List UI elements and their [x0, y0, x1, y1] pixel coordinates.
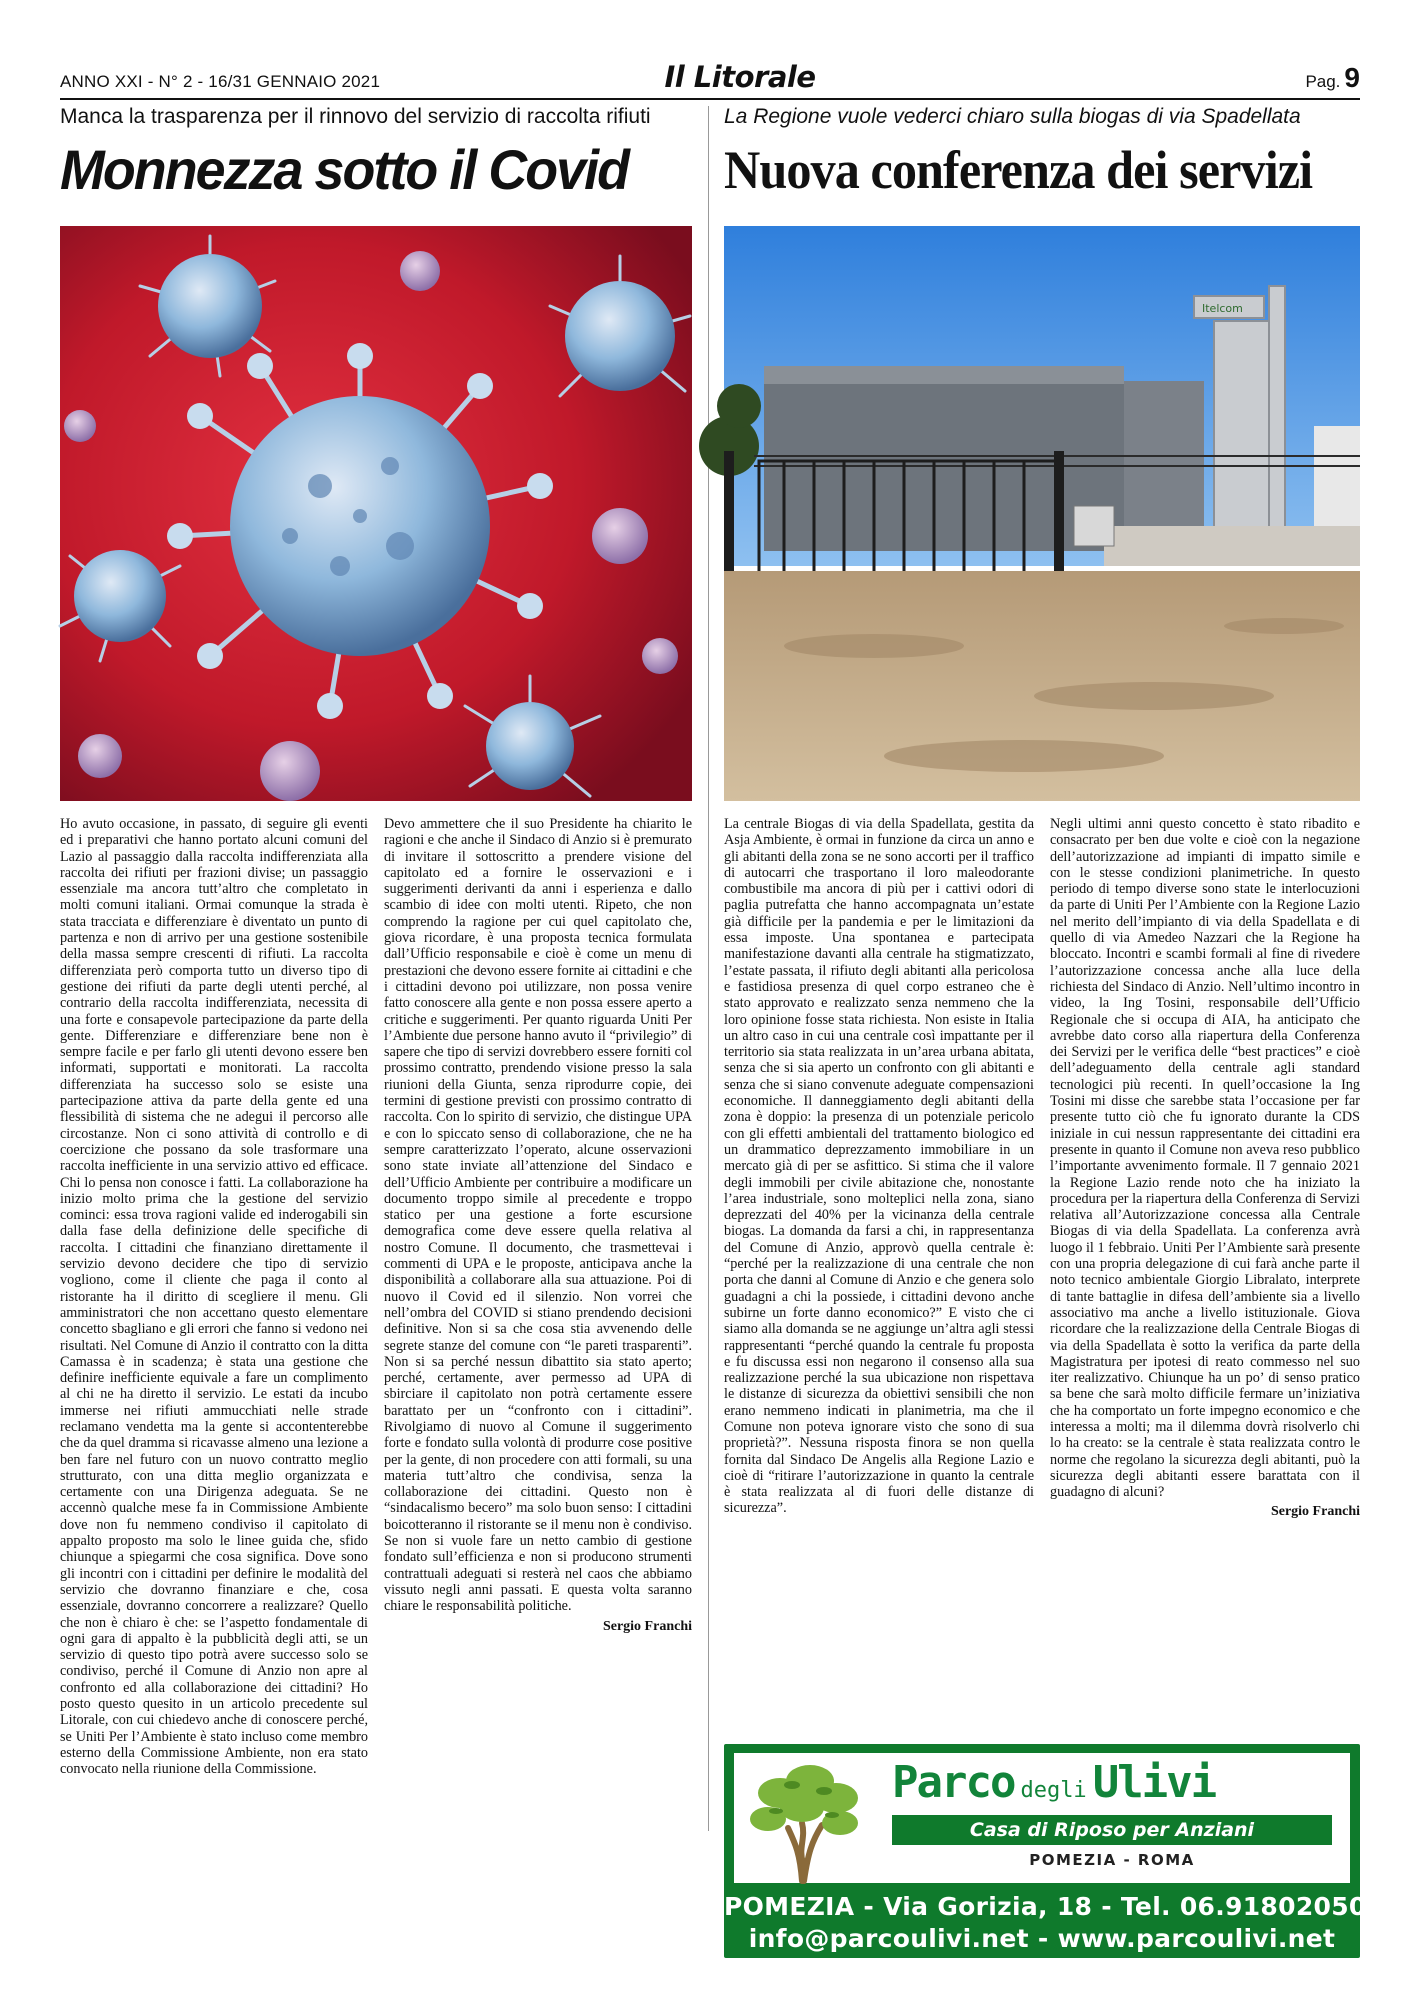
biogas-plant-illustration — [724, 226, 1360, 801]
virus-top-left — [158, 254, 262, 358]
article-headline: Nuova conferenza dei servizi — [724, 140, 1313, 200]
virus-small — [400, 251, 440, 291]
article-conferenza — [724, 104, 1360, 1520]
article-monnezza — [60, 104, 692, 1778]
article-byline: Sergio Franchi — [1270, 1504, 1360, 1520]
page-number — [1305, 62, 1360, 94]
newspaper-title: Il Litorale — [664, 60, 816, 94]
ad-panel — [734, 1753, 1350, 1883]
virus-small — [592, 508, 648, 564]
advertisement-parco-ulivi — [724, 1744, 1367, 1958]
virus-left — [74, 550, 166, 642]
ad-city: POMEZIA - ROMA — [1029, 1851, 1195, 1869]
page-number-value: 9 — [1344, 62, 1360, 93]
ad-tagline: Casa di Riposo per Anziani — [892, 1815, 1332, 1845]
article-text: Ho avuto occasione, in passato, di seguire gli eventi ed i preparativi che hanno portato alcuni comuni del Lazio al passaggio dalla raccolta indifferenziata alla raccolta dei rifiuti per frazioni divise; un passaggio essenziale ma ancora tutt’altro che completato in molti comuni italiani. Ormai comunque la strada è stata tracciata e differenziare è diventato un punto di partenza e non di arrivo per una gestione sostenibile della massa sempre crescenti di rifiuti. La raccolta differenziata però comporta tutto un diverso tipo di gestione dei rifiuti da parte degli utenti perché, al contrario della raccolta indifferenziata, necessita di una forte e consapevole partecipazione da parte della gente. Differenziare e differenziare bene non è sempre facile e per farlo gli utenti devono essere ben informati, supportati e monitorati. La raccolta differenziata ha successo solo se esiste una partecipazione attiva da parte della gente ed una flessibilità di sistema che ne adegui il percorso alle circostanze. Non ci sono attività di controllo e di coercizione che possano da sole trasformare una raccolta inefficiente in una servizio attivo ed efficace. Chi lo pensa non conosce i fatti. La collaborazione ha inizio molto prima che la gestione del servizio cominci: essa trova ragioni valide ed inderogabili sin dalla fase della definizione delle specifiche di raccolta. I cittadini che finanziano direttamente il servizio devono decidere che tipo di servizio vogliono, come il cliente che paga il conto al ristorante ha il diritto di scegliere il menu. Gli amministratori che non accettano questo elementare concetto sbagliano e gli errori che fanno si vedono nei risultati. Nel Comune di Anzio il contratto con la ditta Camassa è in scadenza; è stata una gestione che definire inefficiente equivale a fare un complimento al chi ne ha diretto il servizio. Le estati da incubo immerse nei rifiuti ammucchiati nelle strade reclamano vendetta ma la gente si accontenterebbe che da quel dramma si ricavasse almeno una lezione a ben fare nel futuro con un nuovo contratto meglio strutturato, con una ditta meglio organizzata e certamente con una Dirigenza adeguata. Se ne accennò qualche mese fa in Commissione Ambiente dove non fu nemmeno condiviso il capitolato di appalto proposto ma solo le linee guida che, sfido chiunque a spiegarmi che cosa significa. Dove sono gli incontri con i cittadini per definire le modalità del servizio che dovranno finanziare e che, cosa essenziale, dovranno concorrere a realizzare? Quello che non è chiaro è che: se l’aspetto fondamentale di ogni gara di appalto è la pubblicità degli atti, se un servizio di questo tipo potrà avere successo solo se condiviso, perché il Comune di Anzio non apre al confronto ed alla collaborazione dei cittadini? Ho posto questo quesito in un articolo precedente sul Litorale, con cui chiedevo anche di conoscere perché, se Uniti Per l’Ambiente è stato incluso come membro esterno della Commissione Ambiente, non era stato convocato nella riunione della Commissione. — [60, 816, 368, 1778]
virus-bottom-right — [486, 702, 574, 790]
ad-contacts: info@parcoulivi.net - www.parcoulivi.net — [748, 1924, 1336, 1953]
text-column — [60, 816, 368, 1836]
ad-brand-part: Ulivi — [1092, 1757, 1216, 1808]
virus-small — [642, 638, 678, 674]
text-column — [724, 816, 1034, 1517]
virus-small — [78, 734, 122, 778]
article-byline: Sergio Franchi — [602, 1618, 692, 1634]
issue-info: ANNO XXI - N° 2 - 16/31 GENNAIO 2021 — [60, 72, 381, 91]
virus-illustration — [60, 226, 692, 801]
ad-brand-part: Parco — [892, 1757, 1015, 1808]
plant-sign: Itelcom — [1202, 302, 1243, 315]
page-label: Pag. — [1305, 72, 1341, 91]
ad-brand-part: degli — [1020, 1778, 1087, 1803]
newspaper-page — [60, 58, 1367, 1958]
olive-tree-icon — [740, 1753, 870, 1883]
article-headline: Monnezza sotto il Covid — [60, 138, 629, 201]
virus-small — [64, 410, 96, 442]
ad-address: POMEZIA - Via Gorizia, 18 - Tel. 06.91802050 — [724, 1892, 1367, 1921]
text-column — [384, 816, 692, 1836]
article-kicker: Manca la trasparenza per il rinnovo del servizio di raccolta rifiuti — [60, 105, 651, 128]
virus-photo — [60, 226, 692, 801]
masthead — [60, 58, 1360, 100]
article-body — [724, 816, 1360, 1520]
column-divider — [708, 106, 709, 1831]
virus-right — [565, 281, 675, 391]
text-column — [1050, 816, 1360, 1520]
article-text: Devo ammettere che il suo Presidente ha chiarito le ragioni e che anche il Sindaco di Anzio si è premurato di invitare il sottoscritto a prendere visione del capitolato ed a fornire le osservazioni e i suggerimenti derivanti da anni i esperienza e dallo scambio di idee con molti utenti. Ripeto, che non comprendo la ragione per cui quel capitolato che, giova ricordare, è una proposta tecnica formulata dall’Ufficio responsabile e cioè è come un menu di prestazioni che devono essere fornite ai cittadini e che i cittadini devono poi utilizzare, non possa venire fatto conoscere alla gente e non possa essere aperto a critiche e suggerimenti. Per quanto riguarda Uniti Per l’Ambiente due persone hanno avuto il “privilegio” di sapere che tipo di servizi dovrebbero essere forniti col prossimo contratto, prendendo visione presso la sala riunioni della Giunta, senza riprodurre copie, dei termini di gestione previsti con prossimo contratto di raccolta. Con lo spirito di servizio, che distingue UPA e con lo spiccato senso di collaborazione, che ne ha sempre caratterizzato l’operato, alcune osservazioni sono state inviate all’attenzione del Sindaco e dell’Ufficio Ambiente per contribuire a modificare un documento troppo simile al precedente e troppo statico per una gestione a forte escursione demografica come deve essere quella relativa al nostro Comune. Il documento, che trasmettevai i commenti di UPA e le proposte, anticipava anche la disponibilità a collaborare alla sua attuazione. Poi di nuovo il Covid ed il silenzio. Non vorrei che nell’ombra del COVID si stiano prendendo decisioni definitive. Non si sa che cosa stia avvenendo delle segrete stanze del comune con “le pareti trasparenti”. Non si sa perché nessun dibattito sia stato aperto; perché, certamente, aver permesso ad UPA di sbirciare il capitolato non potrà certamente essere barattato per un “confronto con i cittadini”. Rivolgiamo di nuovo al Comune il suggerimento forte e fondato sulla volontà di produrre cose positive per la gente, di non procedere con atti formali, su una materia tutt’altro che condivisa, senza la collaborazione dei cittadini. Questo non è “sindacalismo becero” ma solo buon senso: I cittadini boicotteranno il ristorante se il menu non è condiviso. Se non si vuole fare un netto cambio di gestione fondato sull’efficienza e non si producono strumenti contrattuali adeguati si resterà nel caos che abbiamo vissuto negli anni passati. E questa volta saranno chiare le responsabilità politiche. — [384, 816, 692, 1615]
plant-building — [764, 366, 1124, 551]
article-kicker: La Regione vuole vederci chiaro sulla biogas di via Spadellata — [724, 105, 1301, 128]
virus-small — [260, 741, 320, 801]
article-text: La centrale Biogas di via della Spadellata, gestita da Asja Ambiente, è ormai in funzione da circa un anno e gli abitanti della zona se ne sono accorti per il traffico di autocarri che trasportano il loro maleodorante combustibile ma ancora di più per i cattivi odori di paglia putrefatta che hanno accompagnata un’estate già difficile per la pandemia e per le limitazioni da essa imposte. Una spontanea e partecipata manifestazione davanti alla centrale ha stigmatizzato, l’estate passata, il rifiuto degli abitanti alla pericolosa e fastidiosa presenza di quel corpo estraneo che è stato approvato e realizzato senza nemmeno che la loro opinione fosse stata richiesta. Non esiste in Italia un altro caso in cui una centrale così impattante per il territorio sia stata realizzata in un’area urbana abitata, senza che si sia aperto un confronto con gli abitanti e senza che si siano convenute adeguate compensazioni economiche. Il danneggiamento degli abitanti della zona è doppio: la presenza di un potenziale pericolo con gli effetti ambientali del trattamento biologico ed un drammatico deprezzamento immobiliare in un mercato già di per se asfittico. Si stima che il valore degli immobili per civile abitazione che, nonostante l’area industriale, sono molteplici nella zona, siano deprezzati del 40% per la vicinanza della centrale biogas. La domanda da farsi a chi, in rappresentanza del Comune di Anzio, approvò quella centrale è: “perché per la realizzazione di una centrale che non porta che danni al Comune di Anzio e che genera solo guadagni a chi la possiede, i cittadini devono anche subirne un forte danno economico?” E visto che ci siamo alla domanda se ne aggiunge un’altra agli stessi rappresentanti “perché quando la centrale fu proposta e fu discussa essi non negarono il consenso alla sua realizzazione perché la sua ubicazione non rispettava le distanze di sicurezza da obiettivi sensibili che non erano nemmeno indicati in planimetria, ma che il Comune non poteva ignorare visto che sono di sua proprietà?”. Nessuna risposta finora se non quella fornita dal Sindaco De Angelis alla Regione Lazio e cioè di “ritirare l’autorizzazione in quanto la centrale è stata realizzata al di fuori delle distanze di sicurezza”. — [724, 816, 1034, 1517]
biogas-plant-photo — [724, 226, 1360, 801]
ad-brand-name — [892, 1757, 1215, 1808]
article-body — [60, 816, 692, 1836]
article-text: Negli ultimi anni questo concetto è stato ribadito e consacrato per ben due volte e cioè con la negazione dell’autorizzazione ad impianti di impatto simile e con le stesse condizioni planimetriche. In questo periodo di tempo diverse sono state le interlocuzioni da parte di Uniti Per l’Ambiente con la Regione Lazio nel merito dell’impianto di via della Spadellata e di quello di via Amedeo Nazzari che la Regione ha bloccato. Incontri e scambi formali al fine di rivedere l’autorizzazione concessa anche alla luce della richiesta del Sindaco di Anzio. Nell’ultimo incontro in video, la Ing Tosini, responsabile dell’Ufficio Regionale che si occupa di AIA, ha anticipato che avrebbe dato corso alla riapertura della Conferenza dei Servizi per le verifica delle “best practices” e cioè dell’adeguamento della centrale agli standard tecnologici più recenti. In quell’occasione la Ing Tosini mi disse che sarebbe stata l’occasione per far presente tutto ciò che fu ignorato durante la CDS iniziale in cui nessun rappresentante dei cittadini era presente in quanto il Comune non aveva reso pubblico l’importante avvenimento formale. Il 7 gennaio 2021 la Regione Lazio rende noto che ha iniziato la procedura per la riapertura della Conferenza di Servizi relativa all’Autorizzazione concessa alla Centrale Biogas di via della Spadellata. La conferenza avrà luogo il 1 febbraio. Uniti Per l’Ambiente sarà presente con una propria delegazione di cui farà anche parte il noto tecnico ambientale Giorgio Libralato, interprete di tante battaglie in difesa dell’ambiente sia a livello associativo ma anche a livello istituzionale. Giova ricordare che la realizzazione della Centrale Biogas di via della Spadellata è sotto la verifica da parte della Magistratura per ipotesi di reato commesso nel suo iter realizzativo. Chiunque ha un po’ di senso pratico sa bene che sarà molto difficile fermare un’iniziativa che ha comportato un forte impegno economico e che interessa a molti; ma il dilemma dovrà risolverlo chi lo ha creato: se la centrale è stata realizzata contro le norme che regolano la sicurezza degli abitanti, può la sicurezza degli abitanti essere barattata con il guadagno di alcuni? — [1050, 816, 1360, 1501]
